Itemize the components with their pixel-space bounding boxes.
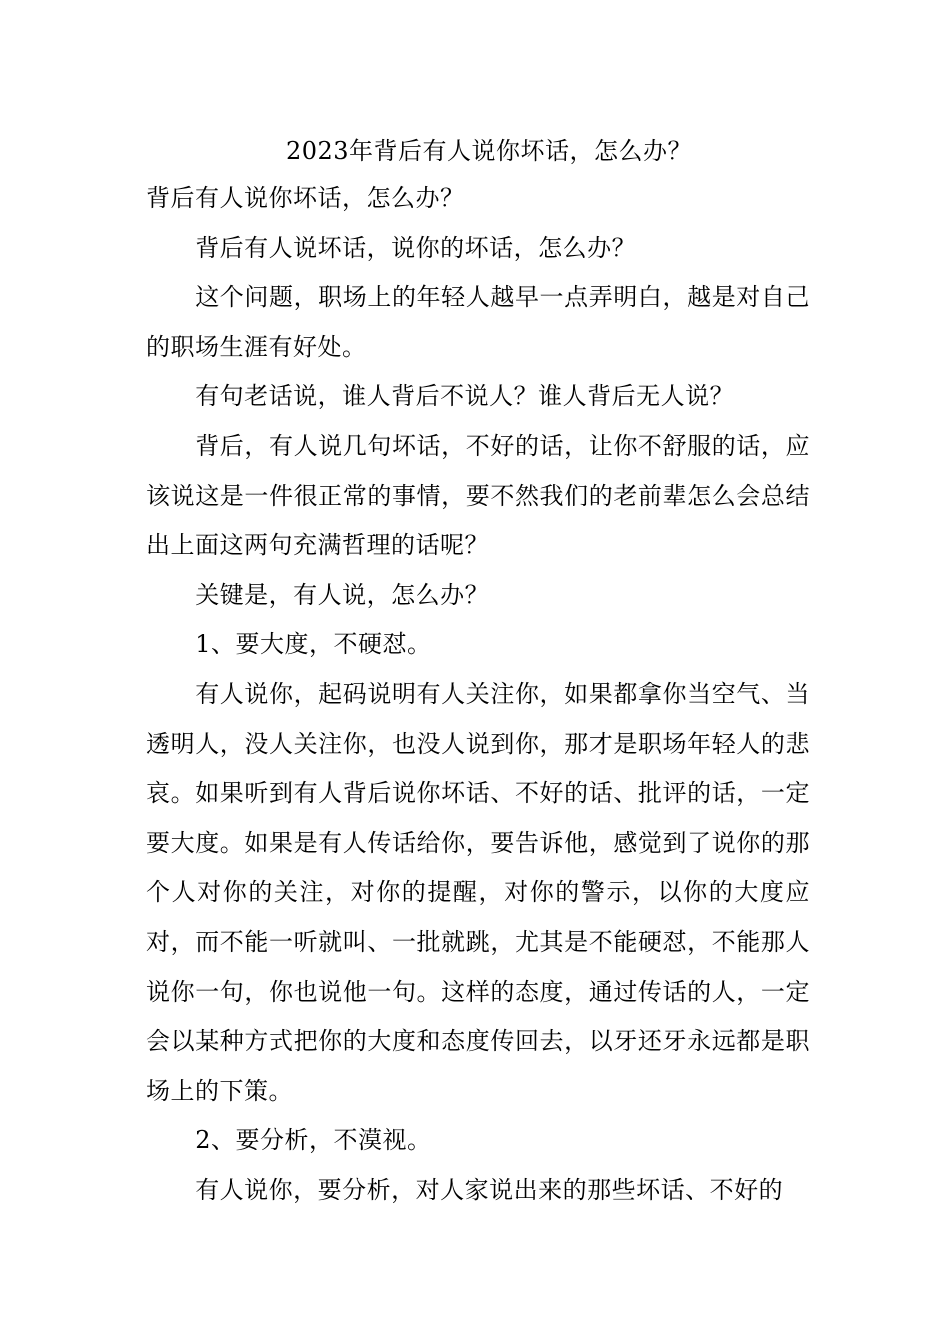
paragraph-5: 背后，有人说几句坏话，不好的话，让你不舒服的话，应该说这是一件很正常的事情，要不然我们的老前辈怎么会总结出上面这两句充满哲理的话呢？ xyxy=(146,431,810,560)
paragraph-1: 背后有人说你坏话，怎么办？ xyxy=(146,184,465,212)
paragraph-8: 有人说你，要分析，对人家说出来的那些坏话、不好的 xyxy=(195,1175,784,1204)
paragraph-2: 背后有人说坏话，说你的坏话，怎么办？ xyxy=(195,233,637,262)
paragraph-7: 有人说你，起码说明有人关注你，如果都拿你当空气、当透明人，没人关注你，也没人说到你，那才是职场年轻人的悲哀。如果听到有人背后说你坏话、不好的话、批评的话，一定要大度。如果是有人传话给你，要告诉他，感觉到了说你的那个人对你的关注，对你的提醒，对你的警示，以你的大度应对，而不能一听就叫、一批就跳，尤其是不能硬怼，不能那人说你一句，你也说他一句。这样的态度，通过传话的人，一定会以某种方式把你的大度和态度传回去，以牙还牙永远都是职场上的下策。 xyxy=(146,679,810,1105)
section-heading-1: 1、要大度，不硬怼。 xyxy=(195,630,432,659)
section-heading-2: 2、要分析，不漠视。 xyxy=(195,1126,432,1155)
paragraph-3: 这个问题，职场上的年轻人越早一点弄明白，越是对自己的职场生涯有好处。 xyxy=(146,283,810,361)
document-title: 2023年背后有人说你坏话，怎么办？ xyxy=(285,137,693,165)
paragraph-6: 关键是，有人说，怎么办？ xyxy=(195,580,490,609)
document-page xyxy=(146,128,810,1215)
paragraph-4: 有句老话说，谁人背后不说人？谁人背后无人说？ xyxy=(195,382,735,411)
